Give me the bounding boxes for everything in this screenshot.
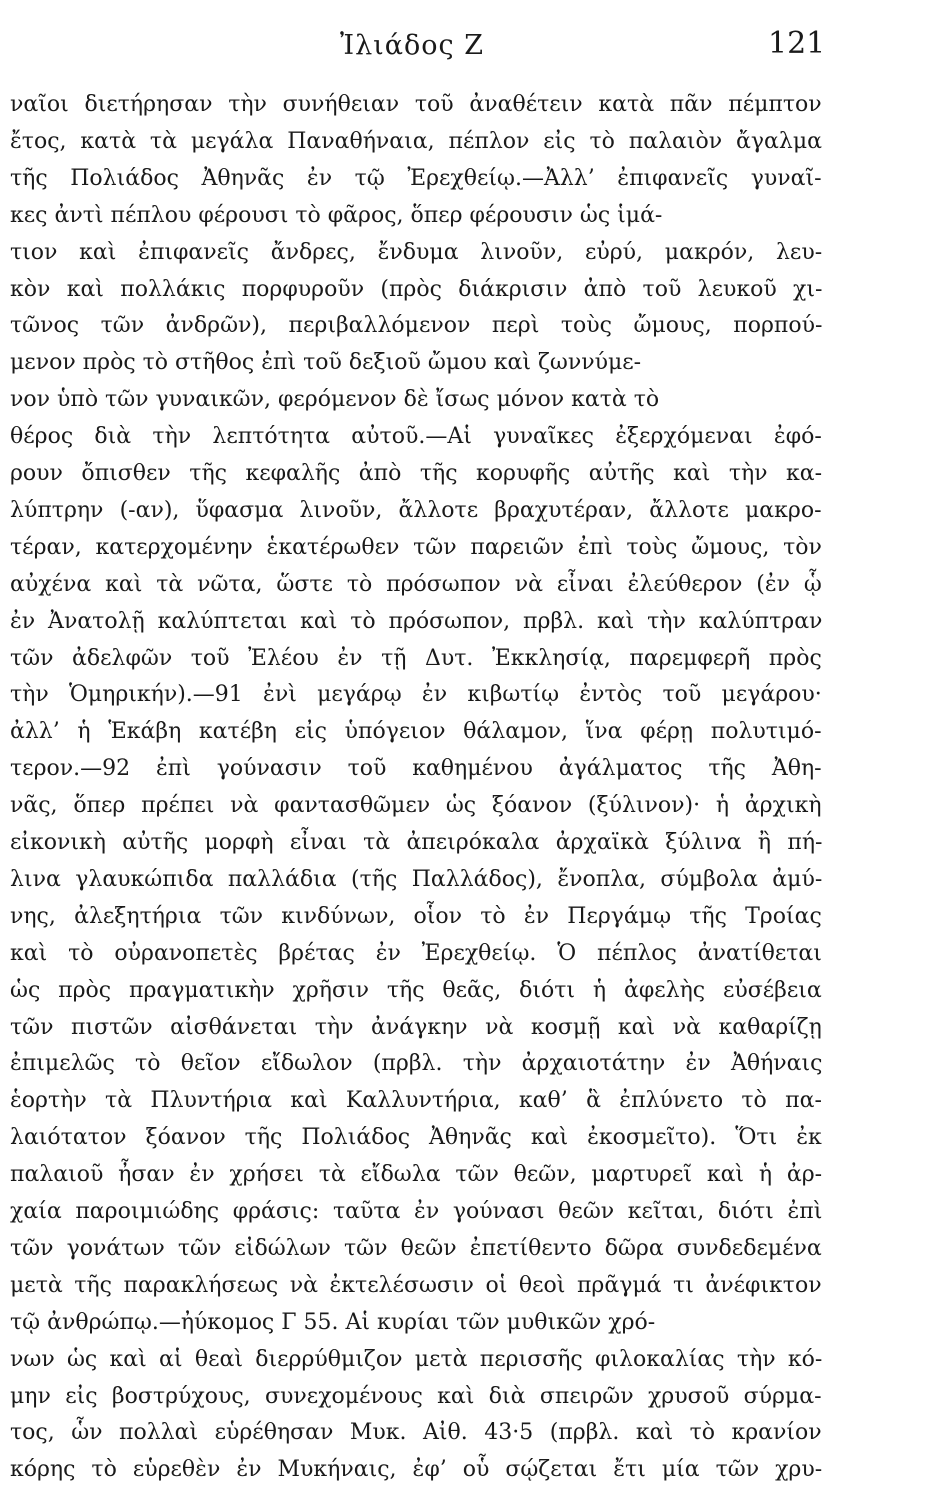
text-line: κὸν καὶ πολλάκις πορφυροῦν (πρὸς διάκρισιν ἀπὸ τοῦ λευκοῦ χι- xyxy=(10,276,823,302)
text-line: ἐπιμελῶς τὸ θεῖον εἴδωλον (πρβλ. τὴν ἀρχαιοτάτην ἐν Ἀθήναις xyxy=(10,1051,823,1077)
text-line: λύπτρην (-αν), ὕφασμα λινοῦν, ἄλλοτε βραχυτέραν, ἄλλοτε μακρο- xyxy=(10,497,822,523)
text-line: ἔτος, κατὰ τὰ μεγάλα Παναθήναια, πέπλον εἰς τὸ παλαιὸν ἄγαλμα xyxy=(10,128,822,154)
text-line: τῶν ἀδελφῶν τοῦ Ἐλέου ἐν τῇ Δυτ. Ἐκκλησίᾳ, παρεμφερῆ πρὸς xyxy=(10,645,822,671)
text-line: κες ἀντὶ πέπλου φέρουσι τὸ φᾶρος, ὅπερ φέρουσιν ὡς ἱμά- xyxy=(10,202,663,228)
text-line: εἰκονικὴ αὐτῆς μορφὴ εἶναι τὰ ἀπειρόκαλα ἀρχαϊκὰ ξύλινα ἢ πή- xyxy=(10,830,823,855)
text-line: κόρης τὸ εὑρεθὲν ἐν Μυκήναις, ἐφ’ οὗ σῴζεται ἔτι μία τῶν χρυ- xyxy=(10,1457,823,1483)
text-line: μενον πρὸς τὸ στῆθος ἐπὶ τοῦ δεξιοῦ ὤμου καὶ ζωννύμε- xyxy=(10,350,642,376)
text-line: τῆς Πολιάδος Ἀθηνᾶς ἐν τῷ Ἐρεχθείῳ.—Ἀλλ’ ἐπιφανεῖς γυναῖ- xyxy=(10,165,822,191)
text-line: λαιότατον ξόανον τῆς Πολιάδος Ἀθηνᾶς καὶ ἐκοσμεῖτο). Ὅτι ἐκ xyxy=(10,1125,822,1151)
text-line: ἀλλ’ ἡ Ἑκάβη κατέβη εἰς ὑπόγειον θάλαμον, ἵνα φέρῃ πολυτιμό- xyxy=(10,719,822,745)
text-line: τῶνος τῶν ἀνδρῶν), περιβαλλόμενον περὶ τοὺς ὤμους, πορπού- xyxy=(10,313,823,339)
text-line: τῶν γονάτων τῶν εἰδώλων τῶν θεῶν ἐπετίθεντο δῶρα συνδεδεμένα xyxy=(10,1235,822,1261)
running-head xyxy=(0,22,944,62)
text-line: παλαιοῦ ἦσαν ἐν χρήσει τὰ εἴδωλα τῶν θεῶν, μαρτυρεῖ καὶ ἡ ἀρ- xyxy=(10,1162,823,1188)
text-line: καὶ τὸ οὐρανοπετὲς βρέτας ἐν Ἐρεχθείῳ. Ὁ πέπλος ἀνατίθεται xyxy=(10,940,822,966)
text-line: τῶν πιστῶν αἰσθάνεται τὴν ἀνάγκην νὰ κοσμῇ καὶ νὰ καθαρίζῃ xyxy=(10,1014,822,1040)
text-line: ἑορτὴν τὰ Πλυντήρια καὶ Καλλυντήρια, καθ’ ἃ ἐπλύνετο τὸ πα- xyxy=(10,1088,822,1114)
text-line: νων ὡς καὶ αἱ θεαὶ διερρύθμιζον μετὰ περισσῆς φιλοκαλίας τὴν κό- xyxy=(10,1346,823,1372)
text-line: τερον.—92 ἐπὶ γούνασιν τοῦ καθημένου ἀγάλματος τῆς Ἀθη- xyxy=(10,756,822,782)
text-line: χαία παροιμιώδης φράσις: ταῦτα ἐν γούνασι θεῶν κεῖται, διότι ἐπὶ xyxy=(10,1199,823,1224)
text-line: τιον καὶ ἐπιφανεῖς ἄνδρες, ἔνδυμα λινοῦν, εὐρύ, μακρόν, λευ- xyxy=(10,239,823,265)
text-line: λινα γλαυκώπιδα παλλάδια (τῆς Παλλάδος), ἔνοπλα, σύμβολα ἀμύ- xyxy=(10,866,823,892)
page-number: 121 xyxy=(768,26,826,61)
text-line: μην εἰς βοστρύχους, συνεχομένους καὶ διὰ σπειρῶν χρυσοῦ σύρμα- xyxy=(10,1383,822,1409)
text-line: ναῖοι διετήρησαν τὴν συνήθειαν τοῦ ἀναθέτειν κατὰ πᾶν πέμπτον xyxy=(10,92,822,117)
text-line: νης, ἀλεξητήρια τῶν κινδύνων, οἷον τὸ ἐν Περγάμῳ τῆς Τροίας xyxy=(10,903,822,929)
text-line: αὐχένα καὶ τὰ νῶτα, ὥστε τὸ πρόσωπον νὰ εἶναι ἐλεύθερον (ἐν ᾧ xyxy=(10,571,822,597)
running-title: Ἰλιάδος Ζ xyxy=(340,30,484,61)
text-line: τῷ ἀνθρώπῳ.—ἠύκομος Γ 55. Αἱ κυρίαι τῶν μυθικῶν χρό- xyxy=(10,1309,656,1335)
text-line: ρουν ὄπισθεν τῆς κεφαλῆς ἀπὸ τῆς κορυφῆς αὐτῆς καὶ τὴν κα- xyxy=(10,461,823,486)
text-line: τος, ὧν πολλαὶ εὑρέθησαν Μυκ. Αἰθ. 43·5 (πρβλ. καὶ τὸ κρανίον xyxy=(10,1420,822,1446)
text-line: ὡς πρὸς πραγματικὴν χρῆσιν τῆς θεᾶς, διότι ἡ ἀφελὴς εὐσέβεια xyxy=(10,977,822,1003)
text-line: θέρος διὰ τὴν λεπτότητα αὐτοῦ.—Αἱ γυναῖκες ἐξερχόμεναι ἐφό- xyxy=(10,424,822,450)
text-line: τέραν, κατερχομένην ἑκατέρωθεν τῶν παρειῶν ἐπὶ τοὺς ὤμους, τὸν xyxy=(10,534,822,560)
text-line: νᾶς, ὅπερ πρέπει νὰ φαντασθῶμεν ὡς ξόανον (ξύλινον)· ἡ ἀρχικὴ xyxy=(10,793,822,819)
text-line: νον ὑπὸ τῶν γυναικῶν, φερόμενον δὲ ἴσως μόνον κατὰ τὸ xyxy=(10,387,660,413)
text-line: μετὰ τῆς παρακλήσεως νὰ ἐκτελέσωσιν οἱ θεοὶ πρᾶγμά τι ἀνέφικτον xyxy=(10,1272,822,1298)
text-line: ἐν Ἀνατολῇ καλύπτεται καὶ τὸ πρόσωπον, πρβλ. καὶ τὴν καλύπτραν xyxy=(10,608,823,634)
text-line: τὴν Ὁμηρικήν).—91 ἐνὶ μεγάρῳ ἐν κιβωτίῳ ἐντὸς τοῦ μεγάρου· xyxy=(10,682,822,708)
